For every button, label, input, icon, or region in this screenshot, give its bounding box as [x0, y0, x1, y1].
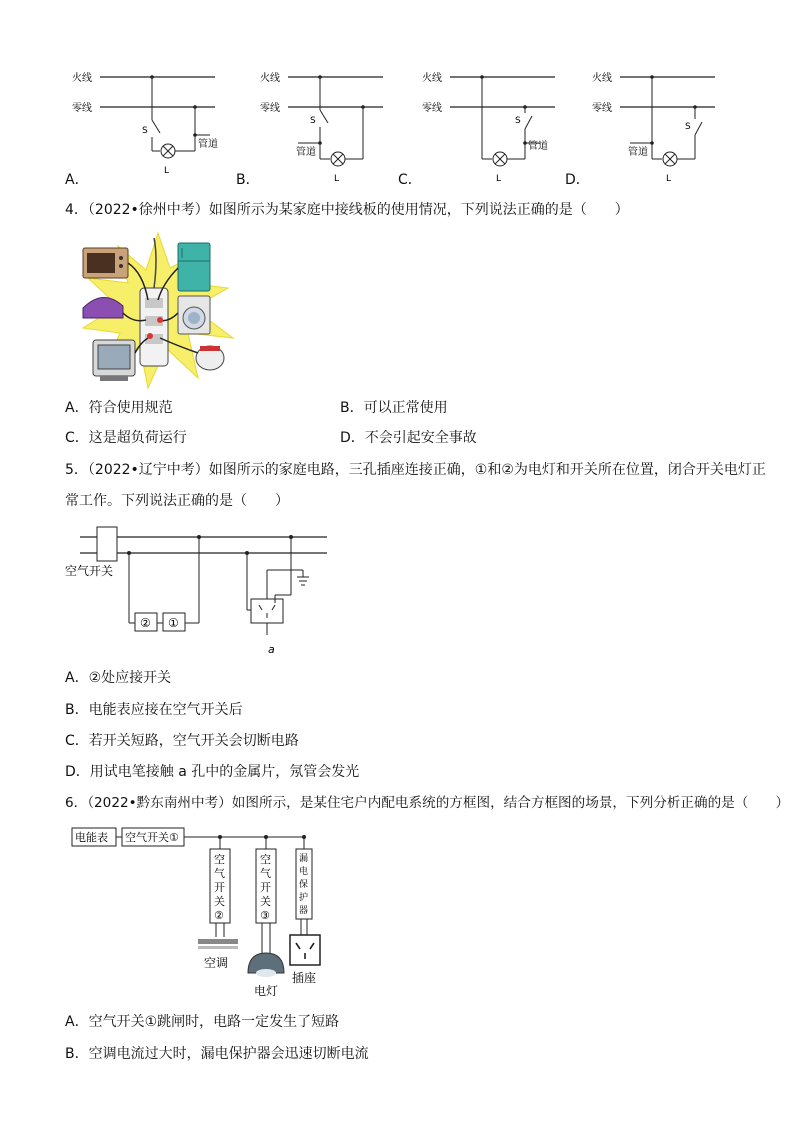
- q4-stem: 4．（2022•徐州中考）如图所示为某家庭中接线板的使用情况，下列说法正确的是（ ）: [65, 202, 629, 218]
- lamp-label: L: [334, 174, 340, 184]
- svg-text:电: 电: [299, 867, 309, 877]
- air-switch-label: 空气开关: [65, 564, 114, 578]
- ac-label: 空调: [204, 956, 229, 970]
- live-wire-label: 火线: [260, 73, 280, 84]
- switch-label: S: [310, 116, 316, 126]
- breaker-1-label: 空气开关①: [125, 831, 179, 844]
- q5-option-d: D．用试电笔接触 a 孔中的金属片，氖管会发光: [65, 764, 360, 780]
- q3-option-a: A．: [65, 172, 89, 188]
- q3-option-b: B．: [236, 172, 260, 188]
- q4-option-c: C．这是超负荷运行: [65, 430, 187, 446]
- lamp-label: L: [164, 166, 170, 176]
- svg-text:开: 开: [214, 881, 225, 894]
- q4-option-d: D．不会引起安全事故: [340, 430, 477, 446]
- svg-text:关: 关: [260, 895, 271, 908]
- svg-text:空: 空: [214, 853, 225, 866]
- socket-label: 插座: [292, 971, 317, 985]
- svg-text:空: 空: [260, 853, 271, 866]
- switch-label: S: [685, 122, 691, 132]
- switch-label: S: [515, 116, 521, 126]
- svg-text:②: ②: [214, 909, 224, 922]
- live-wire-label: 火线: [422, 73, 442, 84]
- neutral-wire-label: 零线: [260, 103, 280, 114]
- neutral-wire-label: 零线: [422, 103, 442, 114]
- q3-diagram-d: [590, 65, 760, 184]
- leakage-protector-label: [299, 853, 308, 916]
- lamp-label: L: [496, 174, 502, 184]
- switch-label: S: [142, 126, 148, 136]
- breaker-2-label: [214, 852, 225, 922]
- q3-diagram-c: [420, 65, 590, 184]
- live-wire-label: 火线: [592, 73, 612, 84]
- lamp-label: 电灯: [254, 984, 279, 998]
- pipe-label: 管道: [296, 147, 316, 158]
- neutral-wire-label: 零线: [72, 103, 92, 114]
- q5-stem-line1: 5．（2022•辽宁中考）如图所示的家庭电路，三孔插座连接正确，①和②为电灯和开关所在位置，闭合开关电灯正: [65, 462, 766, 478]
- svg-text:③: ③: [260, 909, 270, 922]
- pipe-label: 管道: [628, 147, 648, 158]
- q4-option-a: A．符合使用规范: [65, 400, 173, 416]
- q5-household-circuit-diagram: [65, 525, 335, 660]
- q3-diagram-a: [60, 65, 230, 176]
- svg-text:漏: 漏: [299, 854, 309, 864]
- q6-distribution-block-diagram: [70, 825, 340, 1000]
- q4-overloaded-power-strip-illustration: [78, 228, 238, 393]
- q3-option-c: C．: [398, 172, 422, 188]
- position-2-box: ②: [140, 616, 151, 630]
- neutral-wire-label: 零线: [592, 103, 612, 114]
- svg-text:护: 护: [299, 893, 309, 903]
- pipe-label: 管道: [198, 139, 218, 150]
- svg-text:关: 关: [214, 895, 225, 908]
- breaker-3-label: [260, 852, 271, 922]
- svg-text:气: 气: [260, 867, 271, 880]
- hole-a-label: a: [268, 643, 275, 656]
- svg-text:开: 开: [260, 881, 271, 894]
- svg-text:气: 气: [214, 867, 225, 880]
- q5-option-c: C．若开关短路，空气开关会切断电路: [65, 733, 299, 749]
- svg-text:保: 保: [299, 880, 309, 890]
- q6-option-a: A．空气开关①跳闸时，电路一定发生了短路: [65, 1014, 340, 1030]
- q6-option-b: B．空调电流过大时，漏电保护器会迅速切断电流: [65, 1046, 369, 1062]
- q6-stem: 6．（2022•黔东南州中考）如图所示，是某住宅户内配电系统的方框图，结合方框图的场景，下列分析正确的是（ ）: [65, 795, 790, 811]
- q4-option-b: B．可以正常使用: [340, 400, 448, 416]
- svg-text:器: 器: [299, 906, 309, 916]
- q5-stem-line2: 常工作。下列说法正确的是（ ）: [65, 493, 289, 509]
- live-wire-label: 火线: [72, 73, 92, 84]
- q3-diagram-b: [258, 65, 428, 184]
- q5-option-b: B．电能表应接在空气开关后: [65, 702, 243, 718]
- position-1-box: ①: [168, 616, 179, 630]
- lamp-label: L: [666, 174, 672, 184]
- pipe-label: 管道: [528, 141, 548, 152]
- meter-box-label: 电能表: [75, 831, 108, 844]
- q3-option-d: D．: [565, 172, 590, 188]
- q5-option-a: A．②处应接开关: [65, 670, 172, 686]
